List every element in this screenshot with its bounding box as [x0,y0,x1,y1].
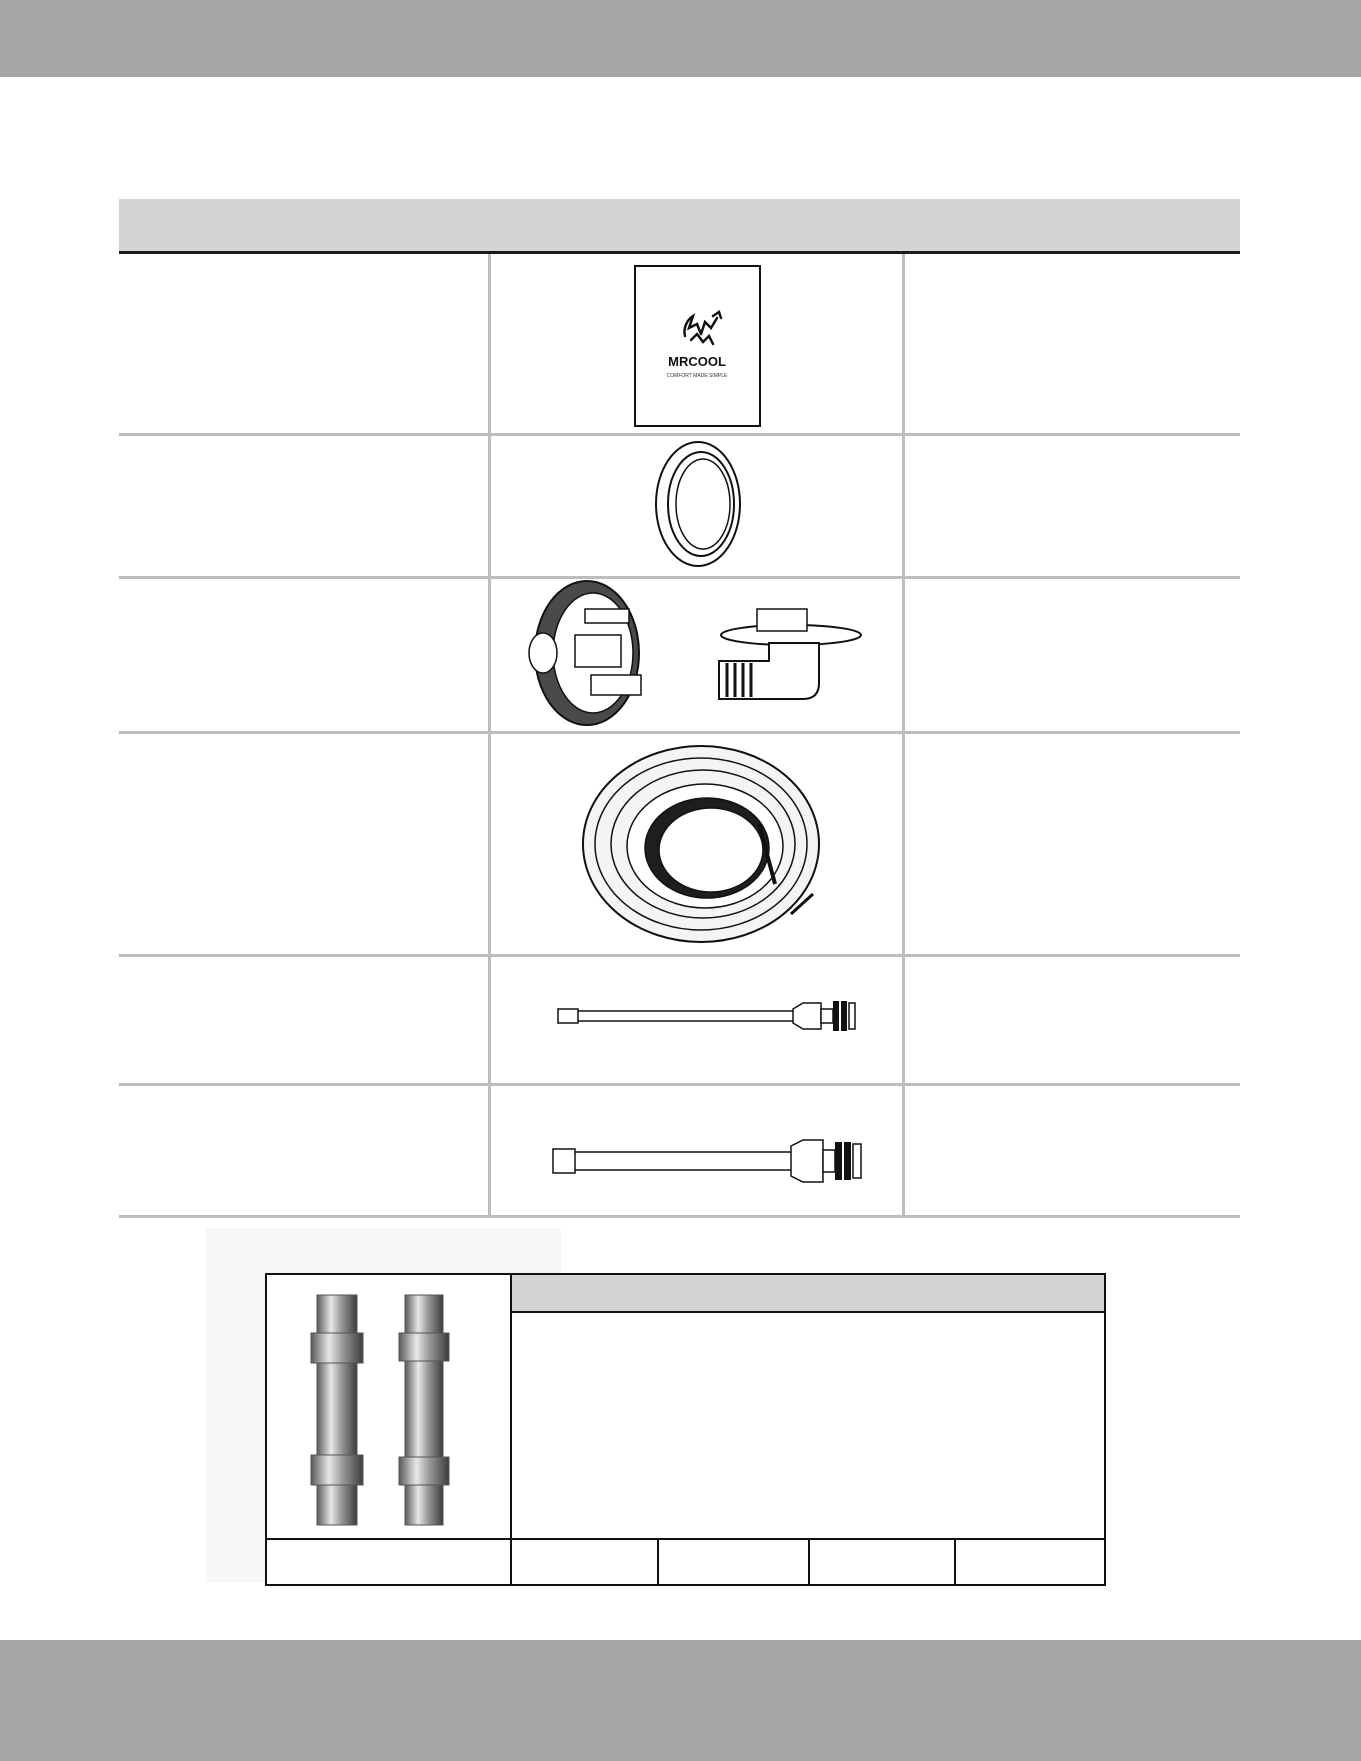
large-connector-pipe-icon [491,1086,905,1218]
table-row [119,254,1240,436]
accessory-name-cell [119,254,491,433]
table-row [119,579,1240,734]
accessory-qty-cell [905,957,1240,1083]
kit-bottom-cell [810,1540,956,1584]
accessory-image-cell [491,579,905,731]
kit-bottom-cell [659,1540,810,1584]
manual-booklet-icon [491,254,905,436]
drain-joint-icon [491,579,905,734]
accessory-image-cell [491,254,905,433]
table-row [119,1086,1240,1218]
accessory-image-cell [491,957,905,1083]
mrcool-logo-text: MRCOOL [668,354,726,369]
accessories-table-header [119,199,1240,254]
kit-bottom-cell [512,1540,659,1584]
footer-bar [0,1640,1361,1761]
accessory-image-cell [491,734,905,954]
mrcool-logo-tagline: COMFORT MADE SIMPLE [666,373,728,379]
kit-header [512,1275,1104,1313]
accessory-image-cell [491,1086,905,1215]
accessory-qty-cell [905,436,1240,576]
coiled-line-set-icon [491,734,905,957]
kit-table [265,1273,1106,1586]
table-row [119,734,1240,957]
small-connector-pipe-icon [491,957,905,1086]
accessory-qty-cell [905,1086,1240,1215]
accessory-qty-cell [905,254,1240,433]
accessory-name-cell [119,579,491,731]
kit-image-cell [267,1275,512,1538]
header-bar [0,0,1361,77]
accessory-name-cell [119,734,491,954]
accessory-name-cell [119,436,491,576]
wall-sleeve-ring-icon [491,436,905,579]
accessory-image-cell [491,436,905,576]
table-row [119,957,1240,1086]
kit-bottom-row [267,1538,1104,1584]
accessory-qty-cell [905,579,1240,731]
accessories-table [119,199,1240,1218]
table-row [119,436,1240,579]
accessory-name-cell [119,957,491,1083]
pipe-adapter-pair-icon [267,1275,510,1538]
kit-bottom-cell [267,1540,512,1584]
accessory-qty-cell [905,734,1240,954]
accessory-name-cell [119,1086,491,1215]
